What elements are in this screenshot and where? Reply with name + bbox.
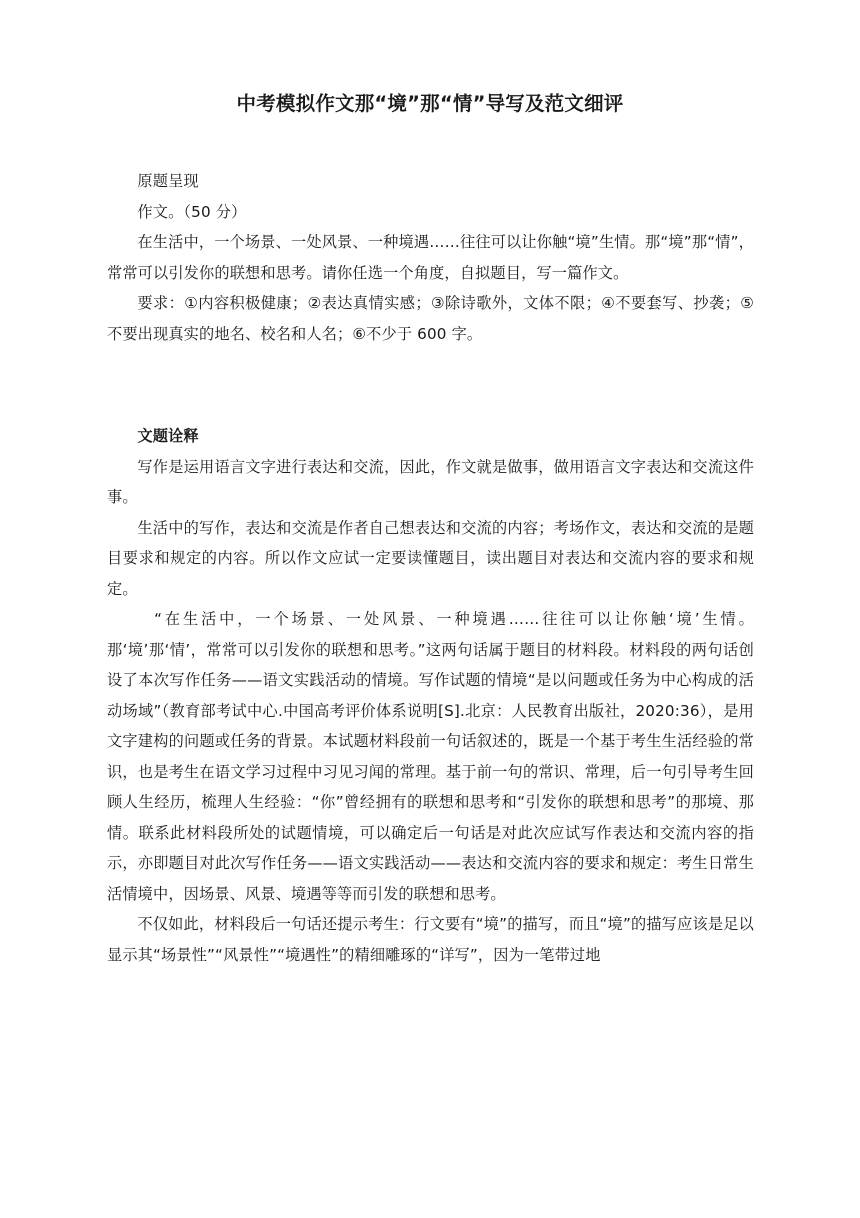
document-title: 中考模拟作文那“境”那“情”导写及范文细评 [236, 92, 624, 115]
original-question-label: 原题呈现 [137, 172, 199, 190]
original-question-section [107, 166, 754, 349]
interpretation-paragraph-4: 不仅如此，材料段后一句话还提示考生：行文要有“境”的描写，而且“境”的描写应该是足以显示其“场景性”“风景性”“境遇性”的精细雕琢的“详写”，因为一笔带过地 [107, 915, 754, 964]
interpretation-paragraph-1: 写作是运用语言文字进行表达和交流，因此，作文就是做事，做用语言文字表达和交流这件事。 [107, 457, 754, 506]
interpretation-heading: 文题诠释 [137, 427, 199, 445]
prompt-paragraph: 在生活中，一个场景、一处风景、一种境遇……往往可以让你触“境”生情。那“境”那“情”，常常可以引发你的联想和思考。请你任选一个角度，自拟题目，写一篇作文。 [107, 233, 754, 282]
interpretation-paragraph-3: “在生活中，一个场景、一处风景、一种境遇……往往可以让你触‘境’生情。那‘境’那‘情’，常常可以引发你的联想和思考。”这两句话属于题目的材料段。材料段的两句话创设了本次写作任务——语文实践活动的情境。写作试题的情境“是以问题或任务为中心构成的活动场域”（教育部考试中心.中国高考评价体系说明[S].北京：人民教育出版社，2020:36），是用文字建构的问题或任务的背景。本试题材料段前一句话叙述的，既是一个基于考生生活经验的常识，也是考生在语文学习过程中习见习闻的常理。基于前一句的常识、常理，后一句引导考生回顾人生经历，梳理人生经验：“你”曾经拥有的联想和思考和“引发你的联想和思考”的那境、那情。联系此材料段所处的试题情境，可以确定后一句话是对此次应试写作表达和交流内容的指示，亦即题目对此次写作任务——语文实践活动——表达和交流内容的要求和规定：考生日常生活情境中，因场景、风景、境遇等等而引发的联想和思考。 [107, 610, 754, 903]
task-line: 作文。（50 分） [137, 202, 247, 221]
requirements-paragraph: 要求：①内容积极健康；②表达真情实感；③除诗歌外，文体不限；④不要套写、抄袭；⑤不要出现真实的地名、校名和人名；⑥不少于 600 字。 [107, 294, 754, 343]
interpretation-section [107, 421, 754, 970]
interpretation-paragraph-2: 生活中的写作，表达和交流是作者自己想表达和交流的内容；考场作文，表达和交流的是题目要求和规定的内容。所以作文应试一定要读懂题目，读出题目对表达和交流内容的要求和规定。 [107, 518, 754, 598]
